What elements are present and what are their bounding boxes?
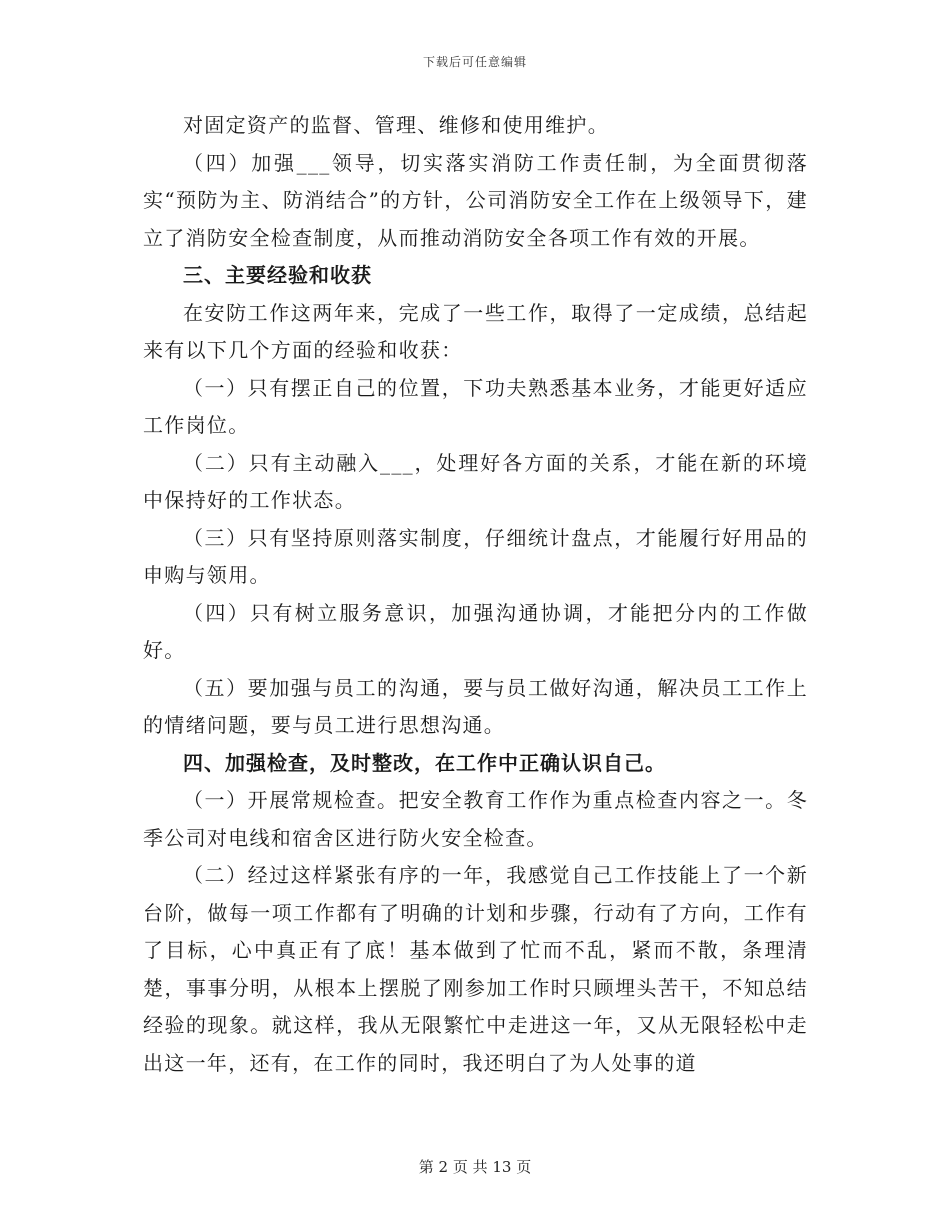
section-heading-inspection: 四、加强检查，及时整改，在工作中正确认识自己。: [183, 750, 666, 775]
page-number: 第 2 页 共 13 页: [418, 1158, 532, 1176]
paragraph-point-3: （三）只有坚持原则落实制度，仔细统计盘点，才能履行好用品的申购与领用。: [143, 525, 808, 587]
document-body: [143, 107, 808, 1082]
paragraph-experience-intro: 在安防工作这两年来，完成了一些工作，取得了一定成绩，总结起来有以下几个方面的经验和收获：: [143, 300, 808, 362]
paragraph-inspection-1: （一）开展常规检查。把安全教育工作作为重点检查内容之一。冬季公司对电线和宿舍区进行防火安全检查。: [143, 788, 808, 850]
paragraph-point-4: （四）只有树立服务意识，加强沟通协调，才能把分内的工作做好。: [143, 600, 808, 662]
paragraph-point-1: （一）只有摆正自己的位置，下功夫熟悉基本业务，才能更好适应工作岗位。: [143, 375, 808, 437]
paragraph-point-2: （二）只有主动融入___，处理好各方面的关系，才能在新的环境中保持好的工作状态。: [143, 450, 808, 512]
paragraph-fixed-assets: 对固定资产的监督、管理、维修和使用维护。: [183, 113, 609, 137]
paragraph-point-5: （五）要加强与员工的沟通，要与员工做好沟通，解决员工工作上的情绪问题，要与员工进行思想沟通。: [143, 675, 808, 737]
page-header-note: 下载后可任意编辑: [422, 55, 527, 69]
section-heading-experience: 三、主要经验和收获: [183, 263, 372, 287]
paragraph-inspection-2: （二）经过这样紧张有序的一年，我感觉自己工作技能上了一个新台阶，做每一项工作都有了明确的计划和步骤，行动有了方向，工作有了目标，心中真正有了底！基本做到了忙而不乱，紧而不散，条理清楚，事事分明，从根本上摆脱了刚参加工作时只顾埋头苦干，不知总结经验的现象。就这样，我从无限繁忙中走进这一年，又从无限轻松中走出这一年，还有，在工作的同时，我还明白了为人处事的道: [143, 863, 808, 1075]
paragraph-fire-leadership: （四）加强___领导，切实落实消防工作责任制，为全面贯彻落实“预防为主、防消结合”的方针，公司消防安全工作在上级领导下，建立了消防安全检查制度，从而推动消防安全各项工作有效的开展。: [143, 150, 808, 250]
